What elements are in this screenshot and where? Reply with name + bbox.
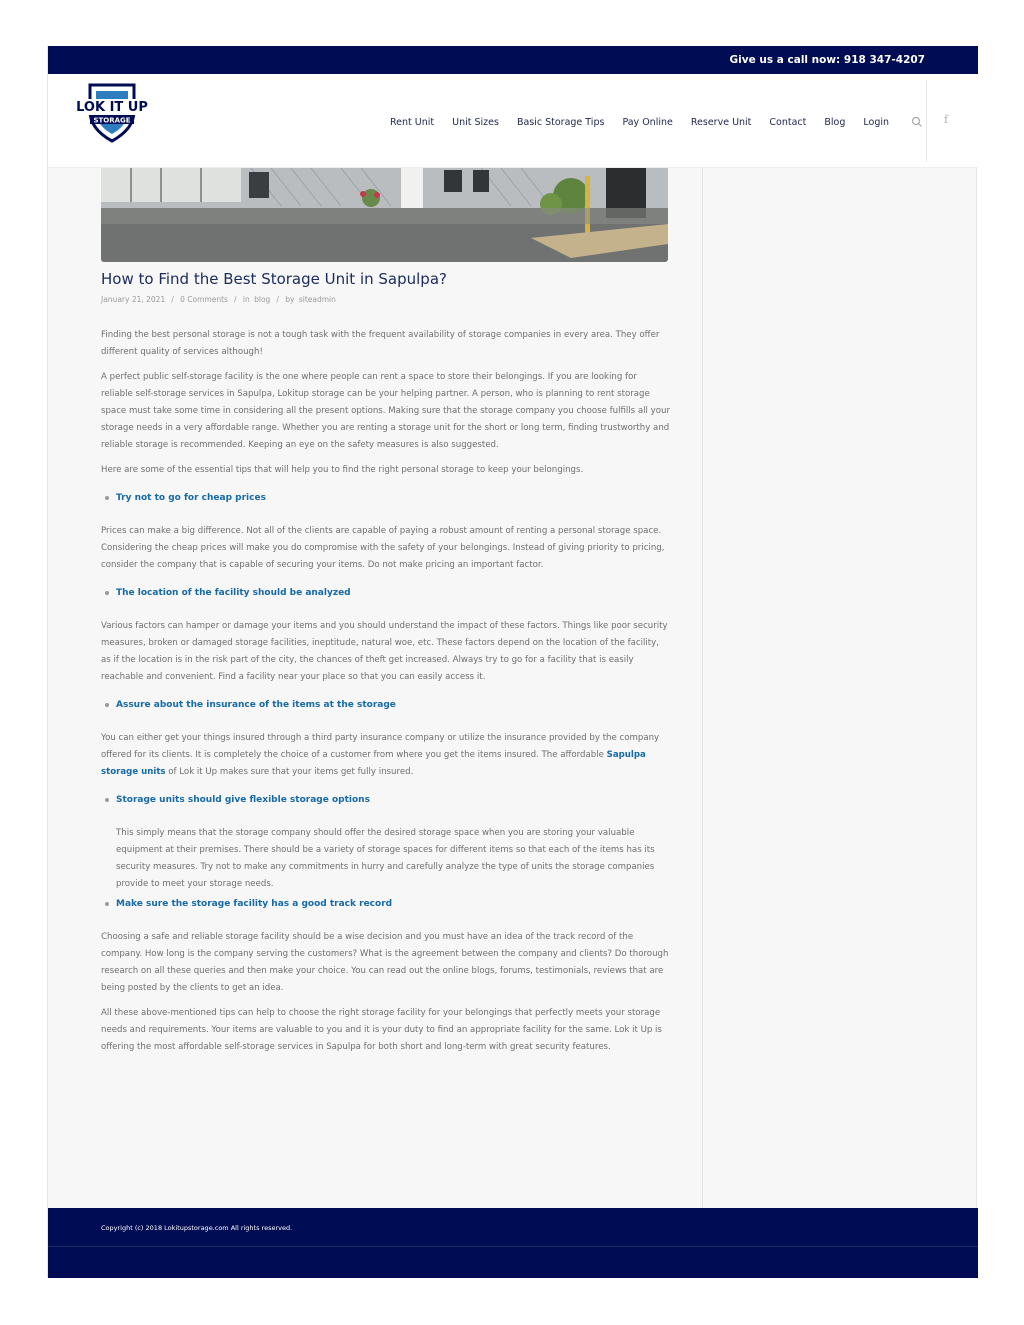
nav-reserve-unit[interactable]: Reserve Unit	[690, 116, 752, 128]
tip-cheap-prices: Try not to go for cheap prices	[105, 491, 671, 505]
insurance-text-after: of Lok it Up makes sure that your items get fully insured.	[165, 767, 414, 777]
tip-location: The location of the facility should be analyzed	[105, 586, 671, 600]
search-icon[interactable]	[911, 116, 923, 128]
storage-facility-photo	[101, 168, 668, 262]
tip-list-2	[105, 586, 671, 600]
paragraph-flexible: This simply means that the storage company should offer the desired storage space when you are storing your valuable equipment at their premises. There should be a variety of storage spaces for different items so that each of the items has its security measures. Try not to make any commitments in hurry and carefully analyze the type of units the storage companies provide to meet your storage needs.	[116, 828, 655, 889]
sapulpa-storage-units-link[interactable]: Sapulpa storage units	[101, 750, 646, 777]
facebook-icon[interactable]: f	[944, 113, 949, 126]
tip-flexible-options: Storage units should give flexible storage options	[105, 793, 671, 807]
paragraph-location: Various factors can hamper or damage your items and you should understand the impact of these factors. Things like poor security measures, broken or damaged storage facilities, ineptitude, natural woe, etc. These factors depend on the location of the facility, as if the location is in the risk part of the city, the chances of theft get increased. Always try to go for a facility that is easily reachable and convenient. Find a facility near your place so that you can easily access it.	[101, 621, 668, 682]
paragraph-tips-intro: Here are some of the essential tips that will help you to find the right personal storage to keep your belongings.	[101, 465, 584, 475]
lok-it-up-logo[interactable]	[68, 83, 156, 143]
nav-contact[interactable]: Contact	[769, 116, 807, 128]
site-footer	[48, 1208, 978, 1278]
sidebar-divider	[702, 168, 703, 1208]
post-category-link[interactable]: blog	[254, 295, 271, 304]
post-content	[101, 270, 671, 1064]
nav-login[interactable]: Login	[863, 116, 890, 128]
category-prefix: in	[242, 295, 250, 304]
top-bar	[48, 46, 978, 74]
copyright-text: Copyright (c) 2018 Lokitupstorage.com All rights reserved.	[101, 1224, 293, 1232]
nav-basic-storage-tips[interactable]: Basic Storage Tips	[516, 116, 605, 128]
post-date[interactable]: January 21, 2021	[101, 295, 166, 304]
paragraph-track-record: Choosing a safe and reliable storage facility should be a wise decision and you must have an idea of the track record of the company. How long is the company serving the customers? What is the agreement between the company and clients? Do thorough research on all these queries and then make your choice. You can read out the online blogs, forums, testimonials, reviews that are being posted by the clients to get an idea.	[101, 932, 669, 993]
site-header	[48, 74, 978, 168]
paragraph-intro: Finding the best personal storage is not a tough task with the frequent availability of storage companies in every area. They offer different quality of services although!	[101, 330, 660, 357]
footer-divider	[48, 1246, 978, 1247]
header-divider	[926, 80, 927, 162]
post-title[interactable]: How to Find the Best Storage Unit in Sapulpa?	[101, 270, 447, 288]
call-us-text[interactable]: Give us a call now: 918 347-4207	[729, 54, 925, 66]
post-author-link[interactable]: siteadmin	[298, 295, 336, 304]
tip-insurance: Assure about the insurance of the items at the storage	[105, 698, 671, 712]
logo-text-sub: STORAGE	[93, 116, 131, 125]
tip-list-5	[105, 897, 671, 911]
nav-pay-online[interactable]: Pay Online	[622, 116, 673, 128]
paragraph-facility: A perfect public self-storage facility is the one where people can rent a space to store their belongings. If you are looking for reliable self-storage services in Sapulpa, Lokitup storage can be your helping partner. A person, who is planning to rent storage space must take some time in considering all the present options. Making sure that the storage company you choose fulfills all your storage needs in a very affordable range. Whether you are renting a storage unit for the short or long term, finding trustworthy and reliable storage is recommended. Keeping an eye on the safety measures is also suggested.	[101, 372, 670, 450]
insurance-text-before: You can either get your things insured through a third party insurance company or utilize the insurance provided by the company offered for its clients. It is completely the choice of a customer from where you get the items insured. The affordable	[101, 733, 660, 760]
tip-list-4	[105, 793, 671, 807]
tip-track-record: Make sure the storage facility has a good track record	[105, 897, 671, 911]
nav-unit-sizes[interactable]: Unit Sizes	[452, 116, 499, 128]
tip-list-3	[105, 698, 671, 712]
author-prefix: by	[285, 295, 295, 304]
nav-rent-unit[interactable]: Rent Unit	[390, 116, 435, 128]
tip-list-1	[105, 491, 671, 505]
main-nav	[390, 115, 923, 129]
paragraph-conclusion: All these above-mentioned tips can help to choose the right storage facility for your belongings that perfectly meets your storage needs and requirements. Your items are valuable to you and it is your duty to find an appropriate facility for the same. Lok it Up is offering the most affordable self-storage services in Sapulpa for both short and long-term with great security features.	[101, 1008, 662, 1052]
paragraph-insurance	[101, 730, 671, 781]
post-comments-link[interactable]: 0 Comments	[180, 295, 228, 304]
nav-blog[interactable]: Blog	[824, 116, 846, 128]
post-meta: January 21, 2021 / 0 Comments / in blog / by siteadmin	[101, 295, 336, 304]
logo-text-main: LOK IT UP	[76, 100, 148, 115]
page-container	[47, 46, 977, 1278]
paragraph-prices: Prices can make a big difference. Not all of the clients are capable of paying a robust amount of renting a personal storage space. Considering the cheap prices will make you do compromise with the safety of your belongings. Instead of giving priority to pricing, consider the company that is capable of securing your items. Do not make pricing an important factor.	[101, 526, 665, 570]
